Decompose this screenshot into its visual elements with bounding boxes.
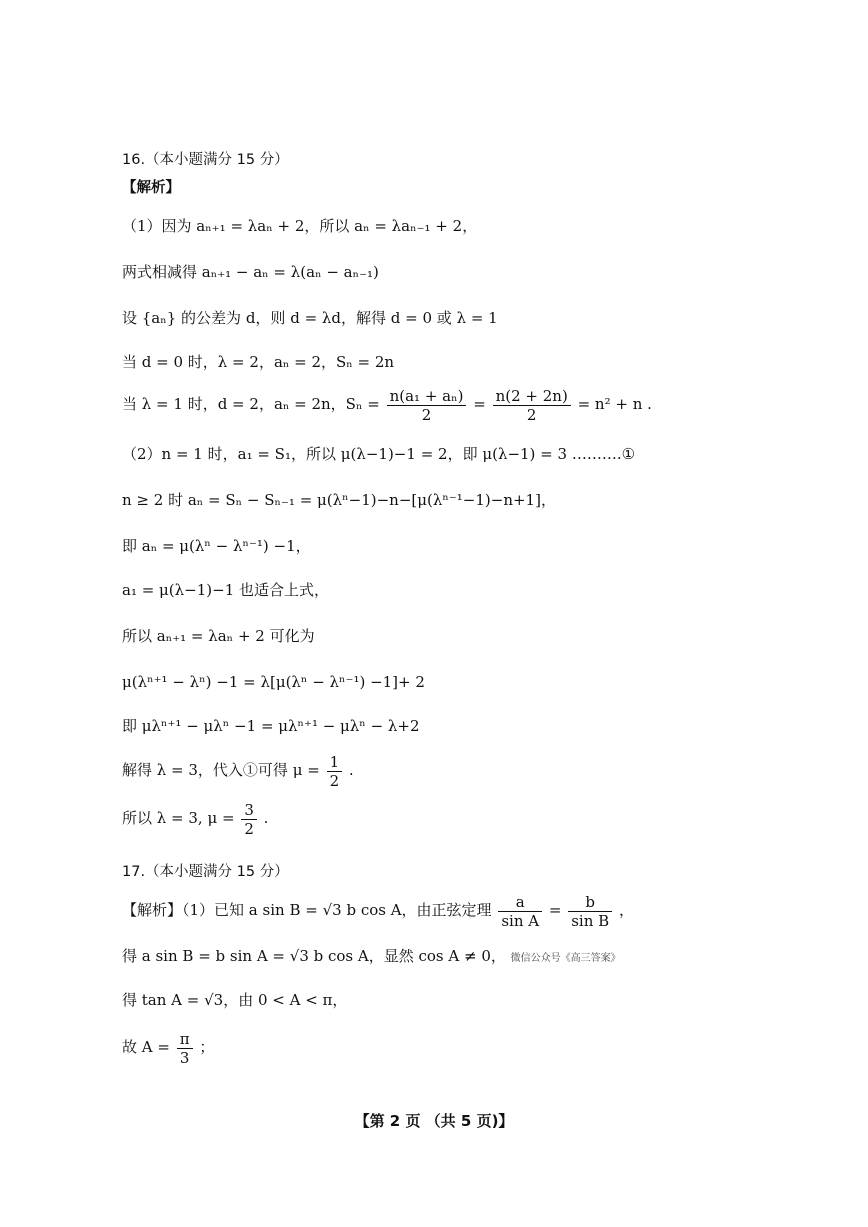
q16-line-3: 设 {aₙ} 的公差为 d，则 d = λd，解得 d = 0 或 λ = 1: [122, 309, 498, 327]
sn-fraction-1-num: n(a₁ + aₙ): [387, 387, 467, 406]
sn-fraction-1-den: 2: [421, 405, 432, 424]
mu-fraction-num: 1: [327, 753, 343, 772]
q17-line-4: [122, 1028, 214, 1067]
q16-line-4: 当 d = 0 时，λ = 2，aₙ = 2，Sₙ = 2n: [122, 353, 395, 371]
q16-heading: 16.（本小题满分 15 分）: [122, 152, 289, 168]
page-footer: 【第 2 页 （共 5 页)】: [354, 1112, 514, 1130]
q16-line-5-text: 当 λ = 1 时，d = 2，aₙ = 2n，Sₙ =: [122, 395, 380, 413]
mu-end: .: [348, 761, 354, 779]
q16-line-8: 即 aₙ = μ(λⁿ − λⁿ⁻¹) −1，: [122, 537, 311, 555]
angle-a-fraction: [177, 1030, 193, 1067]
q16-line-11: μ(λⁿ⁺¹ − λⁿ) −1 = λ[μ(λⁿ − λⁿ⁻¹) −1]+ 2: [122, 673, 425, 691]
q16-line-13: [122, 752, 354, 790]
q16-line-6: （2）n = 1 时，a₁ = S₁，所以 μ(λ−1)−1 = 2，即 μ(λ−1) = 3 ……….①: [122, 445, 636, 463]
law-fraction-1-num: a: [498, 893, 542, 912]
sn-fraction-2-num: n(2 + 2n): [493, 387, 571, 406]
q16-line-14-text: 所以 λ = 3, μ =: [122, 809, 235, 827]
law-fraction-2-den: sin B: [571, 911, 610, 930]
mu-fraction: [327, 753, 343, 790]
q16-line-13-text: 解得 λ = 3，代入①可得 μ =: [122, 761, 320, 779]
q16-analysis-label: 【解析】: [122, 180, 180, 196]
q16-line-10: 所以 aₙ₊₁ = λaₙ + 2 可化为: [122, 627, 315, 645]
q16-line-9: a₁ = μ(λ−1)−1 也适合上式，: [122, 581, 330, 599]
angle-a-num: π: [177, 1030, 193, 1049]
watermark-text: 微信公众号《高三答案》: [510, 953, 621, 964]
law-fraction-2: [568, 893, 612, 930]
law-fraction-1: [498, 893, 542, 930]
final-end: .: [263, 809, 269, 827]
sn-fraction-2-den: 2: [526, 405, 537, 424]
q16-line-2: 两式相减得 aₙ₊₁ − aₙ = λ(aₙ − aₙ₋₁): [122, 263, 379, 281]
q16-line-1: （1）因为 aₙ₊₁ = λaₙ + 2，所以 aₙ = λaₙ₋₁ + 2，: [122, 217, 478, 235]
q16-line-14: [122, 800, 268, 838]
law-end: ，: [618, 901, 634, 919]
law-fraction-1-den: sin A: [501, 911, 540, 930]
law-eq: =: [548, 901, 562, 919]
q17-line-4-text: 故 A =: [122, 1038, 170, 1056]
q17-line-4-end: ；: [199, 1038, 215, 1056]
sn-tail: = n² + n .: [577, 395, 652, 413]
q17-line-2: [122, 946, 621, 969]
law-fraction-2-num: b: [568, 893, 612, 912]
q17-line-2-text: 得 a sin B = b sin A = √3 b cos A，显然 cos A ≠ 0，: [122, 947, 506, 965]
q17-line-1: [122, 892, 634, 930]
sn-fraction-1: [387, 387, 467, 424]
sn-fraction-2: [493, 387, 571, 424]
q16-line-5: 当 λ = 1 时，d = 2，aₙ = 2n，Sₙ = $\frac{\text{n(a₁ + aₙ)}}{2}$ = $\frac{n(2 + 2n)}{2}$ = n² + n .: [122, 386, 652, 424]
angle-a-den: 3: [179, 1048, 190, 1067]
final-mu-fraction: [241, 801, 257, 838]
final-mu-den: 2: [244, 819, 254, 838]
q17-line-3: 得 tan A = √3，由 0 < A < π，: [122, 991, 348, 1009]
q16-line-7: n ≥ 2 时 aₙ = Sₙ − Sₙ₋₁ = μ(λⁿ−1)−n−[μ(λⁿ⁻¹−1)−n+1]，: [122, 491, 556, 509]
q17-heading: 17.（本小题满分 15 分）: [122, 864, 289, 880]
final-mu-num: 3: [241, 801, 257, 820]
q17-line-1-text: 【解析】（1）已知 a sin B = √3 b cos A，由正弦定理: [122, 901, 492, 919]
mu-fraction-den: 2: [329, 771, 340, 790]
q16-line-12: 即 μλⁿ⁺¹ − μλⁿ −1 = μλⁿ⁺¹ − μλⁿ − λ+2: [122, 717, 420, 735]
